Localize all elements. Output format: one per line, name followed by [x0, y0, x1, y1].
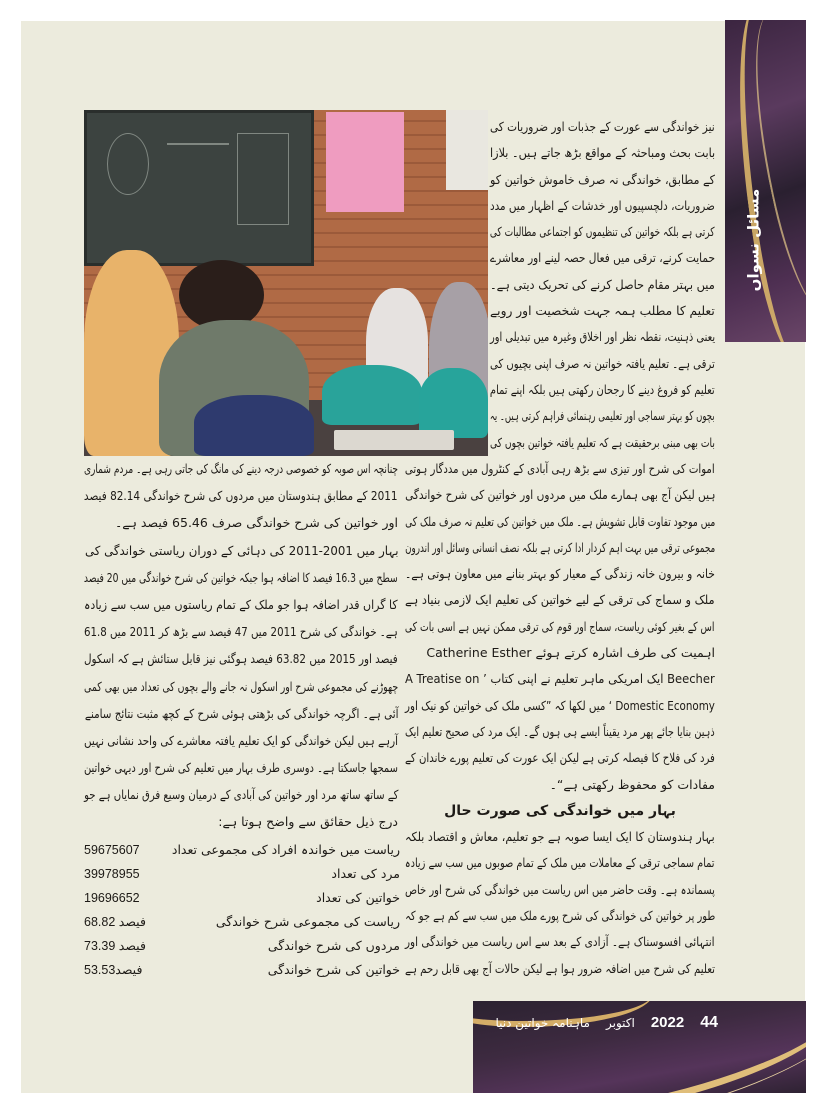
- section-label: مسائل نسواں: [744, 188, 763, 292]
- text-line: [490, 298, 715, 324]
- text-line: [405, 640, 715, 666]
- magazine-title: ماہنامہ خواتین دنیا: [495, 1016, 590, 1030]
- text-line-content: بہار میں خواندگی کی صورت حال: [444, 802, 676, 819]
- text-line-content: یعنی ذہنیت، نقطہ نظر اور اخلاق وغیرہ میں تبدیلی اور: [489, 329, 715, 345]
- text-line-content: پسماندہ ہے۔ وقت حاضر میں اس ریاست میں خواندگی کی شرح اور خاص: [405, 881, 715, 897]
- article-column-left: [84, 455, 398, 836]
- footer-info: [481, 1011, 718, 1035]
- table-row: [84, 886, 400, 910]
- fact-value: 68.82 فیصد: [84, 915, 146, 929]
- text-line-content: اس کے بغیر کوئی ریاست، سماج اور قوم کی ترقی ممکن نہیں ہے اسی بات کی: [405, 618, 715, 634]
- text-line: [84, 673, 398, 700]
- text-line-content: بچوں کو بہتر سماجی اور تعلیمی رہنمائی فراہم کرتی ہیں۔ یہ: [490, 408, 715, 424]
- text-line-content: تمام سماجی ترقی کے معاملات میں ملک کے تمام صوبوں میں سب سے زیادہ: [405, 855, 715, 871]
- fact-label: ریاست کی مجموعی شرح خواندگی: [215, 914, 400, 929]
- text-line-content: میں بہتر مقام حاصل کرنے کی تحریک دیتی ہے۔: [490, 276, 715, 292]
- article-column-right-lower: [405, 456, 715, 982]
- text-line-content: تعلیم کو فروغ دینے کا رجحان رکھتی ہیں بلکہ اپنے تمام: [490, 381, 715, 397]
- text-line: [490, 114, 715, 140]
- fact-label: ریاست میں خواندہ افراد کی مجموعی تعداد: [171, 842, 400, 857]
- text-line-content: فرد کی فلاح کا فیصلہ کرتی ہے لیکن ایک عورت کی تعلیم پورے خاندان کے: [405, 750, 715, 766]
- text-line-content: Domestic Economy ‘ میں لکھا کہ ”کسی ملک کی خواتین کو نیک اور: [405, 697, 715, 713]
- text-line-content: مفادات کو محفوظ رکھتی ہے“۔: [549, 776, 715, 792]
- page-number: 44: [700, 1014, 718, 1031]
- table-row: [84, 958, 400, 982]
- fact-value: 39978955: [84, 867, 140, 881]
- issue-year: 2022: [650, 1014, 685, 1031]
- text-line-content: Beecher ایک امریکی ماہر تعلیم نے اپنی کتاب ’ A Treatise on: [405, 671, 715, 687]
- text-line-content: ہیں لیکن آج بھی ہمارے ملک میں مردوں اور خواتین کی شرح خواندگی: [404, 487, 715, 503]
- text-line-content: حمایت کرنے، ترقی میں فعال حصہ لینے اور معاشرے: [490, 250, 715, 266]
- fact-value: 53.53فیصد: [84, 963, 143, 977]
- text-line: [84, 591, 398, 618]
- text-line: [405, 509, 715, 535]
- text-line: [405, 772, 715, 798]
- text-line-content: تعلیم کا مطلب ہمہ جہت شخصیت اور رویے: [490, 303, 715, 319]
- text-line: [405, 903, 715, 929]
- text-line: [84, 645, 398, 672]
- text-line: [405, 587, 715, 613]
- text-line: [490, 219, 715, 245]
- footer-banner: [473, 1001, 806, 1093]
- text-line: [490, 324, 715, 350]
- text-line-content: کرتی ہے بلکہ خواتین کی تنظیموں کو اجتماعی مطالبات کی: [490, 224, 715, 240]
- text-line: [405, 956, 715, 982]
- poster: [326, 112, 404, 212]
- text-line: [405, 719, 715, 745]
- text-line-content: 2011 کے مطابق ہندوستان میں مردوں کی شرح خواندگی 82.14 فیصد: [84, 488, 398, 504]
- text-line: [405, 482, 715, 508]
- table-row: [84, 910, 400, 934]
- text-line-content: آئی ہے۔ اگرچہ خواندگی کی بڑھتی ہوئی شرح کے کچھ مثبت نتائج سامنے: [84, 705, 398, 721]
- text-line: [405, 614, 715, 640]
- section-heading: [405, 798, 715, 824]
- text-line: [84, 455, 398, 482]
- text-line: [490, 430, 715, 456]
- text-line: [405, 824, 715, 850]
- text-line: [405, 535, 715, 561]
- fact-label: خواتین کی شرح خواندگی: [267, 962, 400, 977]
- text-line: [405, 693, 715, 719]
- table-row: [84, 838, 400, 862]
- fact-value: 73.39 فیصد: [84, 939, 146, 953]
- text-line: [84, 781, 398, 808]
- text-line-content: چنانچہ اس صوبہ کو خصوصی درجہ دینے کی مانگ کی جاتی رہی ہے۔ مردم شماری: [84, 461, 398, 476]
- text-line: [84, 564, 398, 591]
- text-line-content: مجموعی ترقی میں بہت اہم کردار ادا کرتی ہے بلکہ نصف انسانی وسائل اور اندرون: [404, 539, 715, 555]
- text-line-content: بہار میں 2001-2011 کی دہائی کے دوران ریاستی خواندگی کی: [84, 542, 398, 558]
- fact-value: 59675607: [84, 843, 140, 857]
- text-line: [84, 618, 398, 645]
- text-line: [84, 727, 398, 754]
- text-line-content: چھوڑنے کی مجموعی شرح اور اسکول نہ جانے والے بچوں کی تعداد میں بھی کمی: [83, 678, 398, 694]
- text-line-content: تعلیم کی شرح میں اضافہ ضرور ہوا ہے لیکن حالات آج بھی قابل رحم ہے: [405, 960, 715, 976]
- text-line: [405, 929, 715, 955]
- text-line: [84, 537, 398, 564]
- text-line: [490, 377, 715, 403]
- text-line: [490, 272, 715, 298]
- text-line-content: بات بھی مبنی برحقیقت ہے کہ تعلیم یافتہ خواتین بچوں کی: [490, 434, 715, 450]
- text-line-content: کے مطابق، خواندگی نہ صرف خاموش خواتین کو: [490, 171, 715, 187]
- text-line-content: انتہائی افسوسناک ہے۔ آزادی کے بعد سے اس ریاست میں خواندگی اور: [405, 934, 715, 950]
- text-line: [84, 509, 398, 536]
- text-line: [405, 850, 715, 876]
- text-line-content: ہے۔ خواندگی کی شرح 2011 میں 47 فیصد سے بڑھ کر 2011 میں 61.8: [84, 624, 398, 640]
- text-line: [490, 403, 715, 429]
- text-line: [405, 877, 715, 903]
- text-line-content: اموات کی شرح اور تیزی سے بڑھ رہی آبادی کے کنٹرول میں مددگار ہوتی: [405, 461, 715, 476]
- text-line: [405, 666, 715, 692]
- text-line: [84, 700, 398, 727]
- text-line-content: نیز خواندگی سے عورت کے جذبات اور ضروریات کی: [490, 119, 715, 134]
- text-line-content: کا گراں قدر اضافہ ہوا جو ملک کے تمام ریاستوں میں سب سے زیادہ: [84, 596, 398, 612]
- text-line-content: ترقی ہے۔ تعلیم یافتہ خواتین نہ صرف اپنی بچیوں کی: [490, 355, 715, 371]
- text-line-content: سمجھا جاسکتا ہے۔ دوسری طرف بہار میں تعلیم کی شرح اور دیہی خواتین: [84, 760, 398, 776]
- text-line-content: خانہ و بیرون خانہ زندگی کے معیار کو بہتر بنانے میں معاون ہوتی ہے۔: [405, 566, 715, 582]
- text-line-content: سطح میں 16.3 فیصد کا اضافہ ہوا جبکہ خواتین کی شرح خواندگی میں 20 فیصد: [84, 569, 398, 585]
- text-line-content: ضروریات، دلچسپیوں اور خدشات کے اظہار میں مدد: [490, 197, 715, 213]
- table-row: [84, 862, 400, 886]
- text-line: [490, 245, 715, 271]
- text-line-content: درج ذیل حقائق سے واضح ہوتا ہے:: [218, 814, 398, 830]
- section-side-banner: [725, 20, 806, 342]
- text-line-content: ملک و سماج کی ترقی کے لیے خواتین کی تعلیم ایک لازمی بنیاد ہے: [405, 592, 715, 608]
- text-line-content: بابت بحث ومباحثہ کے مواقع بڑھ جاتے ہیں۔ بلازا: [489, 145, 715, 161]
- facts-table: [84, 838, 400, 982]
- fact-value: 19696652: [84, 891, 140, 905]
- text-line-content: ذہین بنایا جائے پھر مرد یقیناً ایسے ہی ہوں گے۔ ایک مرد کی صحیح تعلیم ایک: [405, 723, 715, 739]
- blackboard: [84, 110, 314, 266]
- text-line: [84, 482, 398, 509]
- text-line-content: طور پر خواتین کی خواندگی کی شرح پورے ملک میں سب سے کم ہے جو کہ: [404, 908, 715, 924]
- text-line: [405, 456, 715, 482]
- text-line-content: اہمیت کی طرف اشارہ کرتے ہوئے Catherine Esther: [426, 645, 715, 661]
- fact-label: خواتین کی تعداد: [316, 890, 400, 905]
- text-line-content: کے ساتھ ساتھ مرد اور خواتین کی آبادی کے درمیان وسیع فرق نمایاں ہے جو: [83, 787, 398, 803]
- issue-month: اکتوبر: [606, 1016, 635, 1030]
- text-line: [84, 754, 398, 781]
- text-line: [490, 193, 715, 219]
- text-line-content: فیصد اور 2015 میں 63.82 فیصد ہوگئی نیز قابل ستائش ہے کہ اسکول: [84, 651, 398, 667]
- text-line-content: آرہے ہیں لیکن خواندگی کو ایک تعلیم یافتہ معاشرے کی واحد نشانی نہیں: [84, 732, 398, 748]
- fact-label: مردوں کی شرح خواندگی: [267, 938, 400, 953]
- text-line: [490, 167, 715, 193]
- text-line: [84, 808, 398, 835]
- article-column-right: [490, 114, 715, 456]
- table-row: [84, 934, 400, 958]
- text-line: [405, 745, 715, 771]
- text-line: [405, 561, 715, 587]
- text-line-content: اور خواتین کی شرح خواندگی صرف 65.46 فیصد ہے۔: [114, 515, 398, 531]
- fact-label: مرد کی تعداد: [331, 866, 400, 881]
- text-line: [490, 140, 715, 166]
- text-line-content: بہار ہندوستان کا ایک ایسا صوبہ ہے جو تعلیم، معاش و اقتصاد بلکہ: [405, 829, 715, 845]
- text-line: [490, 351, 715, 377]
- text-line-content: میں موجود تفاوت قابل تشویش ہے۔ ملک میں خواتین کی تعلیم نہ صرف ملک کی: [404, 513, 715, 529]
